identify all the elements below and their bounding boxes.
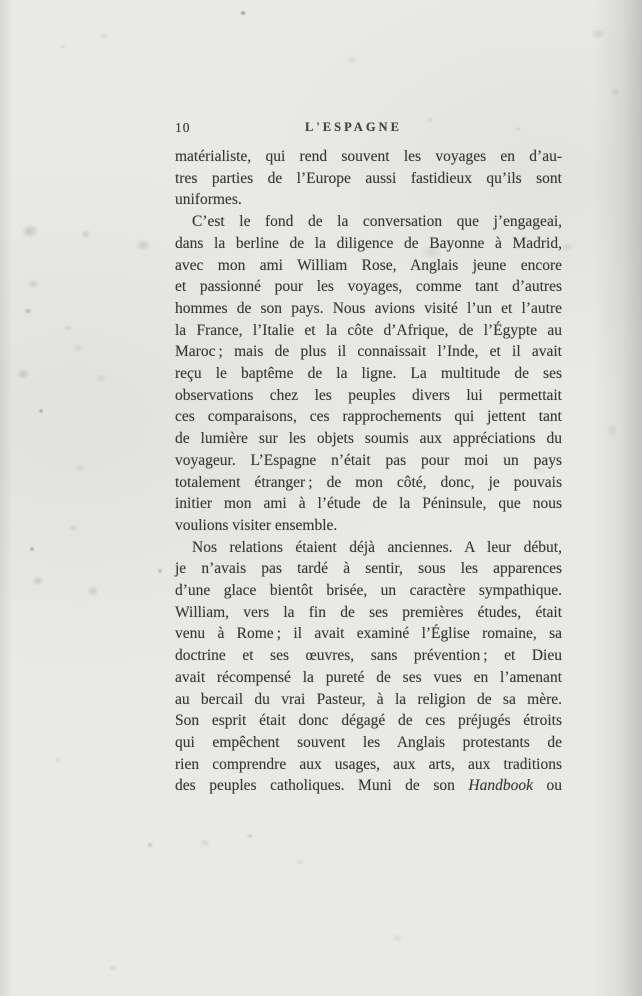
text-segment: de lumière sur les objets soumis aux appréciations du [175,430,562,448]
text-line [175,623,562,645]
text-line [175,645,562,667]
text-line [175,320,562,342]
page-text-block [175,146,562,797]
text-line [175,406,562,428]
text-segment: matérialiste, qui rend souvent les voyages en d’au- [175,148,562,165]
text-segment: au bercail du vrai Pasteur, à la religion de sa mère. [175,690,562,708]
text-segment: Son esprit était donc dégagé de ces préjugés étroits [175,712,562,730]
text-line [175,732,562,754]
text-segment: qui empêchent souvent les Anglais protestants de [175,733,562,751]
text-segment: ou [532,777,562,795]
text-line [175,428,562,450]
text-segment: avec mon ami William Rose, Anglais jeune encore [175,256,562,274]
text-segment: C’est le fond de la conversation que j’engageai, [192,213,562,231]
page-number: 10 [175,120,191,135]
text-segment: et passionné pour les voyages, comme tant d’autres [175,278,562,296]
text-segment: tres parties de l’Europe aussi fastidieux qu’ils sont [175,169,562,187]
text-line [175,537,562,559]
text-line [175,168,562,190]
text-line [175,298,562,320]
text-segment: hommes de son pays. Nous avions visité l’un et l’autre [175,299,562,317]
text-line [175,233,562,255]
text-segment: reçu le baptême de la ligne. La multitude de ses [175,365,562,383]
text-line [175,363,562,385]
text-segment: observations chez les peuples divers lui permettait [175,386,562,404]
text-segment: voyageur. L’Espagne n’était pas pour moi un pays [175,451,562,469]
text-line [175,515,562,537]
text-line [175,255,562,277]
text-line [175,385,562,407]
text-segment: d’une glace bientôt brisée, un caractère sympathique. [175,582,562,600]
text-segment: venu à Rome ; il avait examiné l’Église romaine, sa [175,625,562,643]
text-line [175,558,562,580]
text-line [175,775,562,797]
text-segment: Maroc ; mais de plus il connaissait l’Inde, et il avait [175,343,562,361]
text-segment: la France, l’Italie et la côte d’Afrique, de l’Égypte au [175,321,562,339]
running-head [175,118,562,136]
text-line [175,710,562,732]
text-segment: ces comparaisons, ces rapprochements qui jettent tant [175,408,562,426]
text-segment: Nos relations étaient déjà anciennes. A leur début, [192,538,562,556]
text-line [175,146,562,168]
text-line [175,667,562,689]
text-line [175,450,562,472]
text-line [175,211,562,233]
text-line [175,276,562,298]
text-line [175,341,562,363]
text-segment: rien comprendre aux usages, aux arts, aux traditions [175,755,562,773]
text-segment: voulions visiter ensemble. [175,516,338,534]
text-segment: des peuples catholiques. Muni de son [175,777,469,795]
text-line [175,493,562,515]
text-segment: initier mon ami à l’étude de la Péninsule, que nous [175,495,562,513]
text-segment: uniformes. [175,191,242,209]
text-segment: dans la berline de la diligence de Bayonne à Madrid, [175,234,562,252]
text-segment: William, vers la fin de ses premières études, était [175,603,562,621]
text-segment: totalement étranger ; de mon côté, donc, je pouvais [175,473,562,491]
running-header-title: L'ESPAGNE [305,120,402,134]
text-line [175,580,562,602]
text-line [175,754,562,776]
text-segment: avait récompensé la pureté de ses vues en l’amenant [175,668,562,686]
text-line [175,189,562,211]
text-segment: je n’avais pas tardé à sentir, sous les apparences [175,560,562,578]
text-segment: doctrine et ses œuvres, sans prévention ; et Dieu [175,647,562,665]
text-line [175,472,562,494]
text-line [175,602,562,624]
text-line [175,689,562,711]
italic-term: Handbook [468,777,533,795]
